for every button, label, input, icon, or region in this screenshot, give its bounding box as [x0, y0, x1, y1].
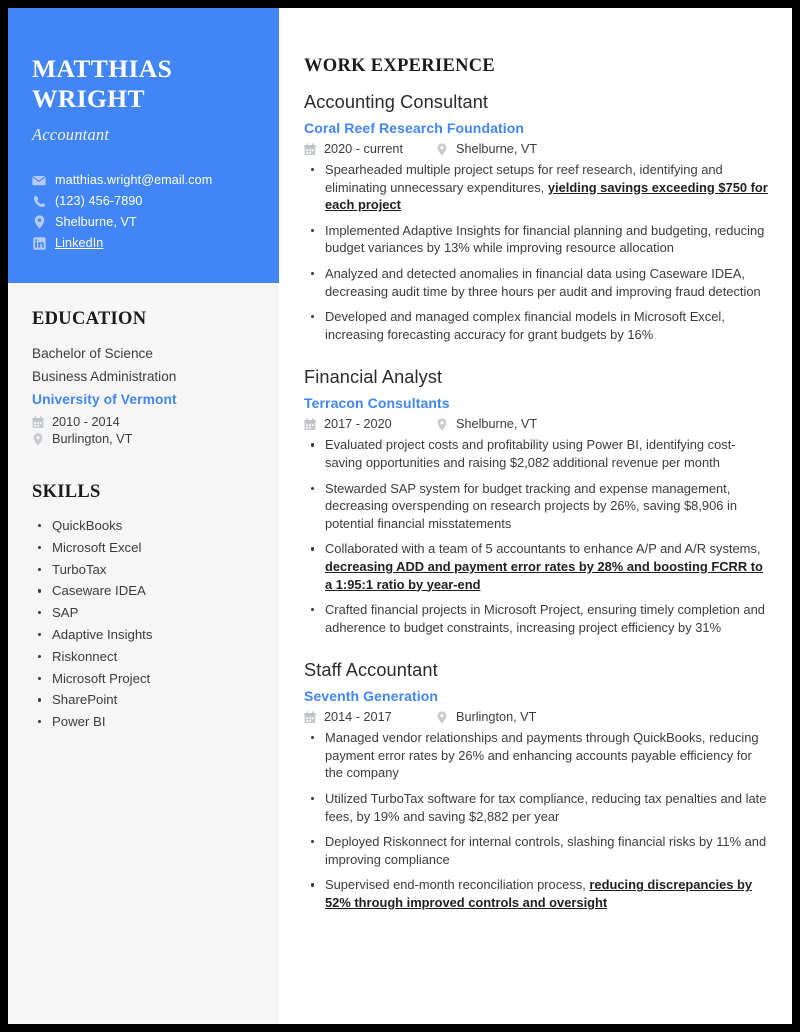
map-pin-icon [32, 433, 44, 446]
contact-item-email[interactable] [32, 173, 255, 187]
job-dates: 2020 - current [324, 142, 403, 156]
main-column [279, 8, 792, 1024]
skill-item: Adaptive Insights [32, 624, 255, 645]
job-company[interactable]: Coral Reef Research Foundation [304, 120, 525, 136]
linkedin-icon [32, 236, 46, 250]
job-dates: 2017 - 2020 [324, 417, 392, 432]
calendar-icon [32, 416, 44, 429]
sidebar-header [8, 8, 279, 283]
education-dates: 2010 - 2014 [52, 415, 120, 429]
job-location-cell [436, 417, 537, 431]
education-degree: Bachelor of Science [32, 346, 153, 361]
candidate-job-title: Accountant [32, 125, 110, 144]
skill-item: Microsoft Project [32, 668, 255, 689]
skill-item: TurboTax [32, 559, 255, 580]
bullet-highlight: yielding savings exceeding $750 for each project [325, 179, 768, 213]
job-meta [304, 142, 772, 156]
calendar-icon [304, 711, 316, 724]
contact-label: LinkedIn [55, 236, 104, 250]
education-field: Business Administration [32, 369, 177, 384]
skills-section [32, 482, 255, 732]
job-location: Burlington, VT [456, 710, 537, 725]
contact-item-location[interactable] [32, 215, 255, 229]
job-company[interactable]: Terracon Consultants [304, 395, 450, 412]
skill-item: QuickBooks [32, 515, 255, 536]
job-entry [304, 658, 772, 911]
job-dates: 2014 - 2017 [324, 710, 392, 725]
education-dates-row [32, 415, 255, 429]
candidate-name: MATTHIAS WRIGHT [32, 54, 173, 113]
job-bullet: Developed and managed complex financial models in Microsoft Excel, increasing forecasting accuracy for grant budgets by 16% [304, 308, 772, 343]
job-meta [304, 710, 772, 724]
job-dates-cell [304, 142, 436, 156]
calendar-icon [304, 143, 316, 156]
contact-label: matthias.wright@email.com [55, 173, 213, 187]
bullet-highlight: reducing discrepancies by 52% through improved controls and oversight [325, 877, 753, 911]
contact-label: (123) 456-7890 [55, 194, 143, 208]
education-location: Burlington, VT [52, 432, 133, 446]
sidebar-body [8, 283, 279, 733]
contact-list [32, 173, 255, 250]
map-pin-icon [436, 143, 448, 156]
job-location: Shelburne, VT [456, 417, 538, 432]
map-pin-icon [436, 711, 448, 724]
job-company[interactable]: Seventh Generation [304, 688, 439, 705]
job-bullet: Utilized TurboTax software for tax compliance, reducing tax penalties and late fees, by 19% and saving $2,882 per year [304, 790, 772, 825]
job-bullets [304, 161, 772, 343]
contact-item-link[interactable] [32, 236, 255, 250]
contact-item-phone[interactable] [32, 194, 255, 208]
education-heading: EDUCATION [32, 309, 147, 329]
skill-item: Riskonnect [32, 646, 255, 667]
job-bullet: Analyzed and detected anomalies in financial data using Caseware IDEA, decreasing audit time by three hours per audit and improving fraud detection [304, 265, 772, 300]
job-entry [304, 90, 772, 343]
job-bullets [304, 729, 772, 911]
work-experience-heading: WORK EXPERIENCE [304, 56, 496, 76]
job-role: Accounting Consultant [304, 92, 489, 112]
job-bullet: Supervised end-month reconciliation process, reducing discrepancies by 52% through improved controls and oversight [304, 876, 772, 911]
skill-item: Caseware IDEA [32, 580, 255, 601]
job-meta [304, 417, 772, 431]
job-bullet: Collaborated with a team of 5 accountants to enhance A/P and A/R systems, decreasing ADD and payment error rates by 28% and boosting FCRR to a 1:95:1 ratio by year-end [304, 540, 772, 593]
contact-label: Shelburne, VT [55, 215, 137, 229]
education-section [32, 309, 255, 446]
work-experience-list [304, 90, 772, 912]
resume-document [8, 8, 792, 1024]
job-location-cell [436, 142, 537, 156]
skills-list [32, 515, 255, 732]
map-pin-icon [436, 418, 448, 431]
map-pin-icon [32, 215, 46, 229]
education-school: University of Vermont [32, 392, 177, 407]
job-bullet: Crafted financial projects in Microsoft Project, ensuring timely completion and adherence to budget constraints, increasing project efficiency by 31% [304, 601, 772, 636]
job-dates-cell [304, 417, 436, 431]
skill-item: SAP [32, 602, 255, 623]
skills-heading: SKILLS [32, 482, 101, 502]
sidebar [8, 8, 279, 1024]
job-role: Financial Analyst [304, 367, 443, 388]
job-bullet: Deployed Riskonnect for internal controls, slashing financial risks by 11% and improving compliance [304, 833, 772, 868]
skill-item: Power BI [32, 711, 255, 732]
job-bullet: Implemented Adaptive Insights for financial planning and budgeting, reducing budget variances by 13% while improving resource allocation [304, 222, 772, 257]
skill-item: Microsoft Excel [32, 537, 255, 558]
phone-icon [32, 194, 46, 208]
job-dates-cell [304, 710, 436, 724]
job-entry [304, 365, 772, 636]
envelope-icon [32, 173, 46, 187]
education-location-row [32, 432, 255, 446]
job-role: Staff Accountant [304, 660, 438, 681]
calendar-icon [304, 418, 316, 431]
skill-item: SharePoint [32, 689, 255, 710]
job-location: Shelburne, VT [456, 142, 538, 156]
job-bullet: Evaluated project costs and profitability using Power BI, identifying cost-saving opportunities and raising $2,082 additional revenue per month [304, 436, 772, 471]
job-bullet: Spearheaded multiple project setups for reef research, identifying and eliminating unnecessary expenditures, yielding savings exceeding $750 for each project [304, 161, 772, 214]
job-bullet: Managed vendor relationships and payments through QuickBooks, reducing payment error rates by 26% and enhancing accounts payable efficiency for the company [304, 729, 772, 782]
bullet-highlight: decreasing ADD and payment error rates by 28% and boosting FCRR to a 1:95:1 ratio by year-end [325, 558, 763, 592]
job-bullet: Stewarded SAP system for budget tracking and expense management, decreasing overspending on research projects by 26%, saving $8,906 in potential financial misstatements [304, 480, 772, 533]
job-location-cell [436, 710, 536, 724]
job-bullets [304, 436, 772, 636]
